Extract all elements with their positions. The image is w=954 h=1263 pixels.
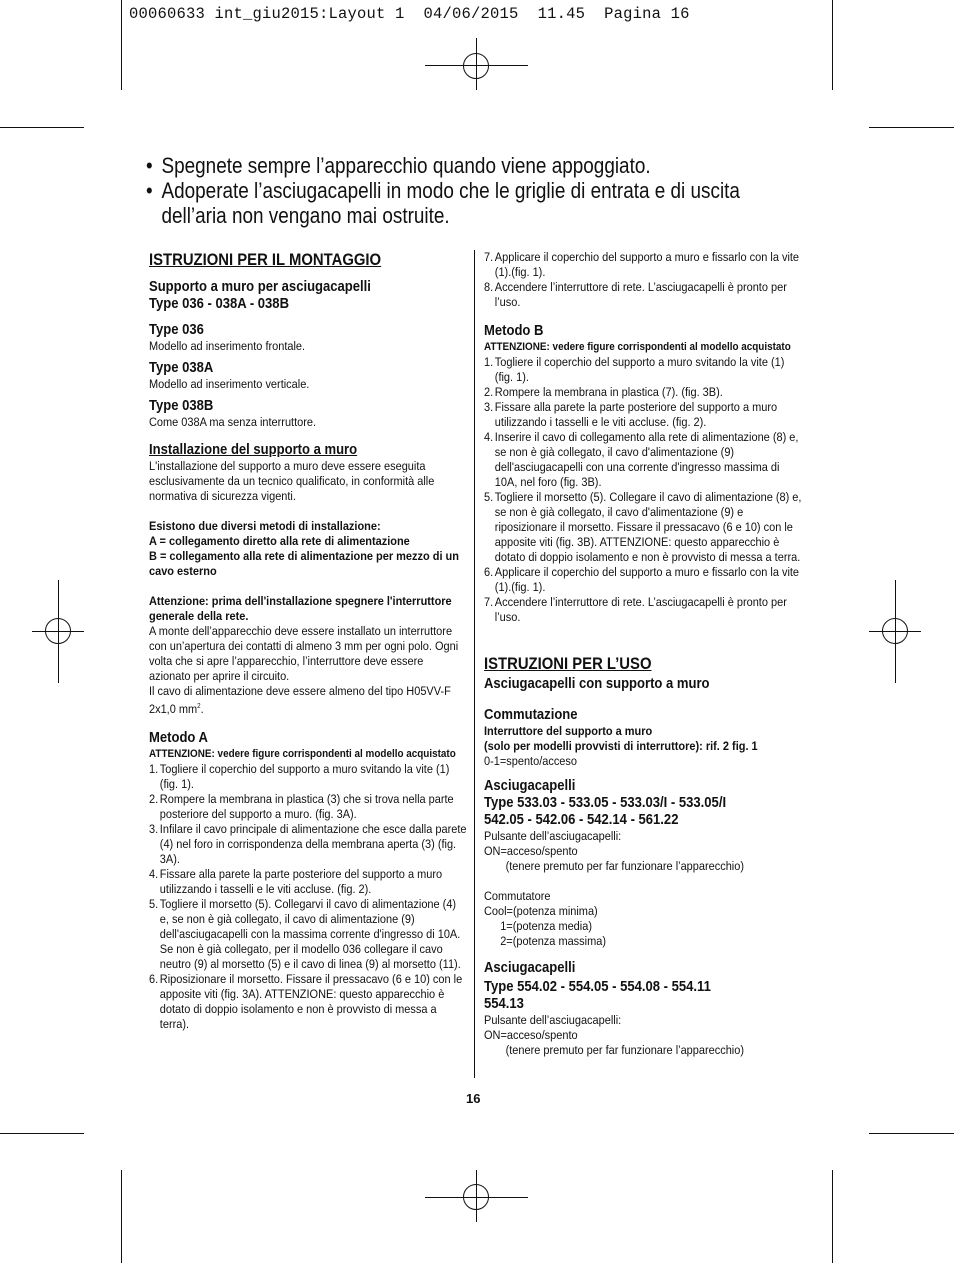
switch-title: Commutazione [484, 707, 578, 723]
list-item-text: Riposizionare il morsetto. Fissare il pressacavo (6 e 10) con le apposite viti (fig. 3A). ATTENZIONE: questo apparecchio è dotato di doppio isolamento e non è provvisto di messa a terra). [159, 972, 463, 1032]
hd1-cool: Cool=(potenza minima) [484, 904, 598, 918]
list-item [484, 430, 804, 490]
list-item-text: Accendere l’interruttore di rete. L’asciugacapelli è pronto per l’uso. [494, 595, 787, 624]
list-item [484, 355, 804, 385]
list-item-text: Togliere il morsetto (5). Collegare il cavo di alimentazione (8) e, se non è già collegato, il cavo d'alimentazione (9) e riposizionare il morsetto. Fissare il pressacavo (6 e 10) con le apposite viti (fig. 3B). ATTENZIONE: questo apparecchio è dotato di doppio isolamento e non è provvisto di messa a terra. [494, 490, 802, 564]
list-item [484, 250, 804, 280]
safety-bullets [146, 153, 748, 228]
list-item [149, 822, 467, 867]
list-item-text: Applicare il coperchio del supporto a muro e fissarlo con la vite (1).(fig. 1). [494, 250, 800, 279]
hd1-button-label: Pulsante dell’asciugacapelli: [484, 829, 622, 843]
list-item [484, 400, 804, 430]
crop-mark [121, 1170, 122, 1263]
list-item [484, 565, 804, 595]
crop-mark [832, 1170, 833, 1263]
support-types: Type 036 - 038A - 038B [149, 296, 290, 312]
hd2-types: Type 554.02 - 554.05 - 554.08 - 554.11 [484, 979, 711, 995]
method-a-note: ATTENZIONE: vedere figure corrispondenti al modello acquistato [149, 748, 456, 761]
method-a-steps [149, 762, 467, 1032]
list-item-text: Togliere il coperchio del supporto a muro svitando la vite (1) (fig. 1). [159, 762, 450, 792]
list-item [484, 595, 804, 625]
hd2-on: ON=acceso/spento [484, 1028, 578, 1042]
right-column [484, 250, 804, 1058]
hd1-switch-label: Commutatore [484, 889, 551, 903]
list-item-number: 5. [149, 897, 159, 912]
list-item [484, 490, 804, 565]
hd1-setting-2: 2=(potenza massima) [500, 934, 606, 948]
type-036-desc: Modello ad inserimento frontale. [149, 339, 306, 353]
list-item-number: 1. [149, 762, 159, 777]
method-b-title: Metodo B [484, 323, 544, 339]
list-item-text: Inserire il cavo di collegamento alla rete di alimentazione (8) e, se non è già collegato, il cavo d'alimentazione (9) dell'asciugacapelli con una corrente d'ingresso massima di 10A, nel foro (fig. 3B). [494, 430, 799, 489]
type-038b-desc: Come 038A ma senza interruttore. [149, 415, 317, 429]
list-item [149, 867, 467, 897]
bullet-item: • Adoperate l’asciugacapelli in modo che le griglie di entrata e di uscita dell’aria non vengano mai ostruite. [146, 178, 748, 228]
list-item-text: Rompere la membrana in plastica (3) che si trova nella parte posteriore del supporto a muro. (fig. 3A). [159, 792, 454, 822]
crop-mark [869, 1133, 954, 1134]
list-item [149, 792, 467, 822]
list-item-number: 8. [484, 280, 494, 294]
list-item-number: 1. [484, 355, 494, 369]
list-item-number: 4. [149, 867, 159, 882]
print-slug: 00060633 int_giu2015:Layout 1 04/06/2015 11.45 Pagina 16 [129, 5, 690, 23]
cable-text: Il cavo di alimentazione deve essere almeno del tipo H05VV-F 2x1,0 $mm^2$. [149, 684, 451, 717]
crop-mark [832, 0, 833, 90]
crop-mark [0, 1133, 84, 1134]
method-a-desc: A = collegamento diretto alla rete di alimentazione [149, 534, 410, 548]
list-item [149, 762, 467, 792]
bullet-item: • Spegnete sempre l’apparecchio quando viene appoggiato. [146, 153, 748, 178]
method-a-title: Metodo A [149, 730, 208, 747]
method-a-steps-cont [484, 250, 804, 310]
left-column [149, 250, 467, 1032]
hd1-on: ON=acceso/spento [484, 844, 578, 858]
switch-text: 0-1=spento/acceso [484, 754, 577, 768]
support-title: Supporto a muro per asciugacapelli [149, 279, 371, 295]
hd1-setting-1: 1=(potenza media) [500, 919, 592, 933]
warning-text: A monte dell’apparecchio deve essere installato un interruttore con un’apertura dei contatti di almeno 3 mm per ogni polo. Ogni volta che si apre l’apparecchio, l’interruttore deve essere azionato per aprire il circuito. [149, 624, 459, 683]
list-item-text: Togliere il morsetto (5). Collegarvi il cavo di alimentazione (4) e, se non è già collegato, il cavo di alimentazione (9) dell'asciugacapelli con la massima corrente d'ingresso di 10A. Se non è già collegato, per il modello 036 collegare il cavo neutro (9) al morsetto (5) e il cavo di linea (9) al morsetto (11). [159, 897, 461, 972]
hd2-button-label: Pulsante dell’asciugacapelli: [484, 1013, 622, 1027]
column-divider [474, 250, 475, 1078]
list-item-number: 6. [484, 565, 494, 579]
list-item [484, 385, 804, 400]
hd2-hold: (tenere premuto per far funzionare l’apparecchio) [505, 1043, 745, 1057]
list-item-number: 7. [484, 250, 494, 264]
list-item-text: Accendere l’interruttore di rete. L’asciugacapelli è pronto per l’uso. [494, 280, 787, 309]
list-item-number: 5. [484, 490, 494, 504]
warning-bold: Attenzione: prima dell'installazione spegnere l'interruttore generale della rete. [149, 594, 452, 623]
install-title: Installazione del supporto a muro [149, 442, 358, 458]
crop-mark [869, 127, 954, 128]
list-item-text: Fissare alla parete la parte posteriore del supporto a muro utilizzando i tasselli e le viti accluse. (fig. 2). [159, 867, 443, 897]
section-title-uso: ISTRUZIONI PER L’USO [484, 655, 652, 673]
hd1-types: Type 533.03 - 533.05 - 533.03/I - 533.05/I [484, 795, 727, 811]
use-subtitle: Asciugacapelli con supporto a muro [484, 676, 710, 692]
page-number: 16 [466, 1091, 481, 1106]
switch-label-2: (solo per modelli provvisti di interruttore): rif. 2 fig. 1 [484, 739, 758, 753]
hd1-types-2: 542.05 - 542.06 - 542.14 - 561.22 [484, 812, 679, 828]
install-text: L'installazione del supporto a muro deve essere eseguita esclusivamente da un tecnico qualificato, in conformità alle normativa di sicurezza vigenti. [149, 459, 435, 503]
list-item-number: 7. [484, 595, 494, 609]
hd1-hold: (tenere premuto per far funzionare l’apparecchio) [505, 859, 745, 873]
list-item [149, 897, 467, 972]
method-b-steps [484, 355, 804, 625]
list-item-text: Rompere la membrana in plastica (7). (fig. 3B). [494, 385, 723, 399]
type-036-title: Type 036 [149, 322, 204, 338]
crop-mark [0, 127, 84, 128]
crop-mark [121, 0, 122, 90]
method-b-desc: B = collegamento alla rete di alimentazione per mezzo di un cavo esterno [149, 549, 459, 578]
type-038a-title: Type 038A [149, 360, 214, 376]
methods-intro: Esistono due diversi metodi di installazione: [149, 519, 381, 533]
list-item-text: Applicare il coperchio del supporto a muro e fissarlo con la vite (1).(fig. 1). [494, 565, 800, 594]
list-item-text: Infilare il cavo principale di alimentazione che esce dalla parete (4) nel foro in corrispondenza della membrana aperta (3) (fig. 3A). [159, 822, 467, 867]
list-item [149, 972, 467, 1032]
switch-label-1: Interruttore del supporto a muro [484, 724, 653, 738]
list-item-number: 6. [149, 972, 159, 987]
list-item-number: 3. [484, 400, 494, 414]
hd2-title: Asciugacapelli [484, 960, 576, 976]
list-item-number: 3. [149, 822, 159, 837]
hd2-types-2: 554.13 [484, 996, 524, 1012]
hd1-title: Asciugacapelli [484, 778, 576, 794]
list-item-text: Fissare alla parete la parte posteriore del supporto a muro utilizzando i tasselli e le viti accluse. (fig. 2). [494, 400, 778, 429]
list-item-number: 2. [149, 792, 159, 807]
type-038a-desc: Modello ad inserimento verticale. [149, 377, 310, 391]
type-038b-title: Type 038B [149, 398, 214, 414]
list-item-number: 2. [484, 385, 494, 399]
section-title-montaggio: ISTRUZIONI PER IL MONTAGGIO [149, 251, 382, 269]
list-item-text: Togliere il coperchio del supporto a muro svitando la vite (1) (fig. 1). [494, 355, 785, 384]
list-item [484, 280, 804, 310]
method-b-note: ATTENZIONE: vedere figure corrispondenti al modello acquistato [484, 341, 791, 353]
list-item-number: 4. [484, 430, 494, 444]
